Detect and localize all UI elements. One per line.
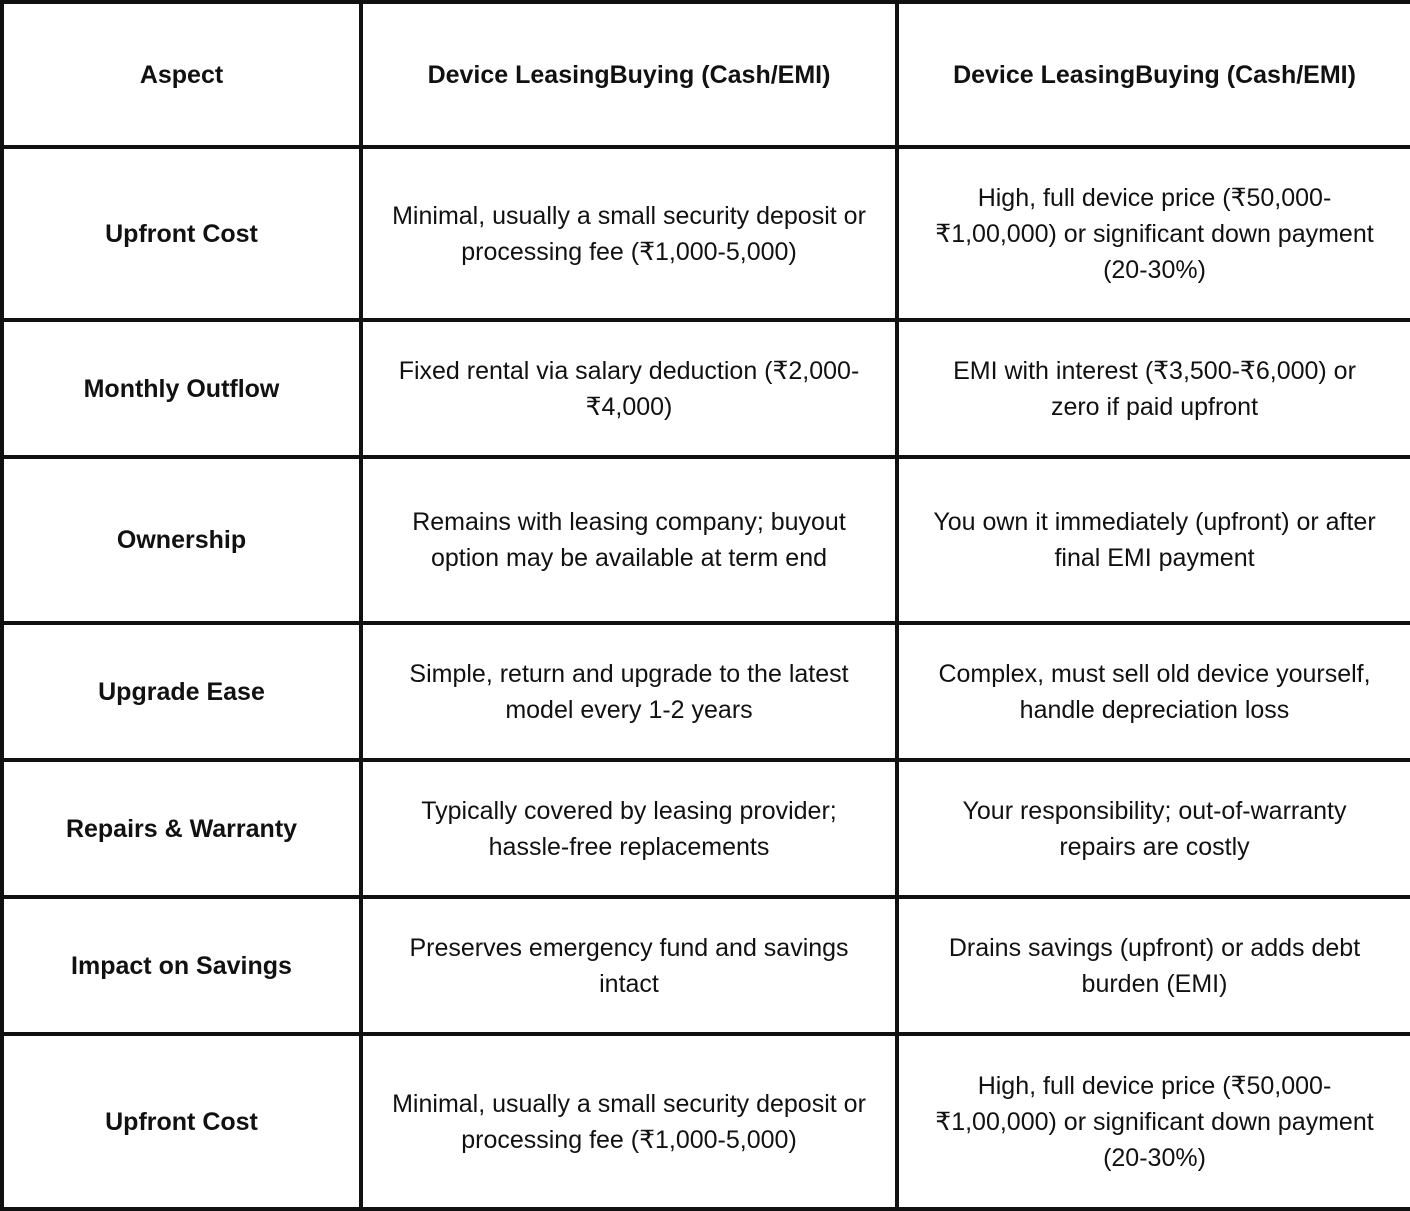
table-row: [2, 623, 1410, 760]
row-buying: Drains savings (upfront) or adds debt burden (EMI): [897, 897, 1410, 1034]
table-row: [2, 760, 1410, 897]
row-aspect: Upfront Cost: [2, 147, 361, 320]
header-leasing: Device LeasingBuying (Cash/EMI): [361, 2, 897, 147]
table-row: [2, 457, 1410, 623]
row-leasing: Minimal, usually a small security deposit or processing fee (₹1,000-5,000): [361, 147, 897, 320]
row-buying: High, full device price (₹50,000-₹1,00,000) or significant down payment (20-30%): [897, 1034, 1410, 1209]
table-row: [2, 897, 1410, 1034]
row-aspect: Ownership: [2, 457, 361, 623]
header-aspect: Aspect: [2, 2, 361, 147]
row-leasing: Remains with leasing company; buyout option may be available at term end: [361, 457, 897, 623]
row-leasing: Simple, return and upgrade to the latest model every 1-2 years: [361, 623, 897, 760]
header-buying: Device LeasingBuying (Cash/EMI): [897, 2, 1410, 147]
row-aspect: Monthly Outflow: [2, 320, 361, 457]
row-buying: Complex, must sell old device yourself, handle depreciation loss: [897, 623, 1410, 760]
row-leasing: Fixed rental via salary deduction (₹2,000-₹4,000): [361, 320, 897, 457]
row-leasing: Preserves emergency fund and savings intact: [361, 897, 897, 1034]
row-aspect: Impact on Savings: [2, 897, 361, 1034]
table-row: [2, 1034, 1410, 1209]
row-aspect: Upgrade Ease: [2, 623, 361, 760]
table-header-row: [2, 2, 1410, 147]
row-buying: High, full device price (₹50,000-₹1,00,000) or significant down payment (20-30%): [897, 147, 1410, 320]
row-aspect: Repairs & Warranty: [2, 760, 361, 897]
table-row: [2, 320, 1410, 457]
table-row: [2, 147, 1410, 320]
row-buying: You own it immediately (upfront) or after final EMI payment: [897, 457, 1410, 623]
row-buying: EMI with interest (₹3,500-₹6,000) or zero if paid upfront: [897, 320, 1410, 457]
row-leasing: Typically covered by leasing provider; hassle-free replacements: [361, 760, 897, 897]
row-buying: Your responsibility; out-of-warranty repairs are costly: [897, 760, 1410, 897]
row-leasing: Minimal, usually a small security deposit or processing fee (₹1,000-5,000): [361, 1034, 897, 1209]
row-aspect: Upfront Cost: [2, 1034, 361, 1209]
